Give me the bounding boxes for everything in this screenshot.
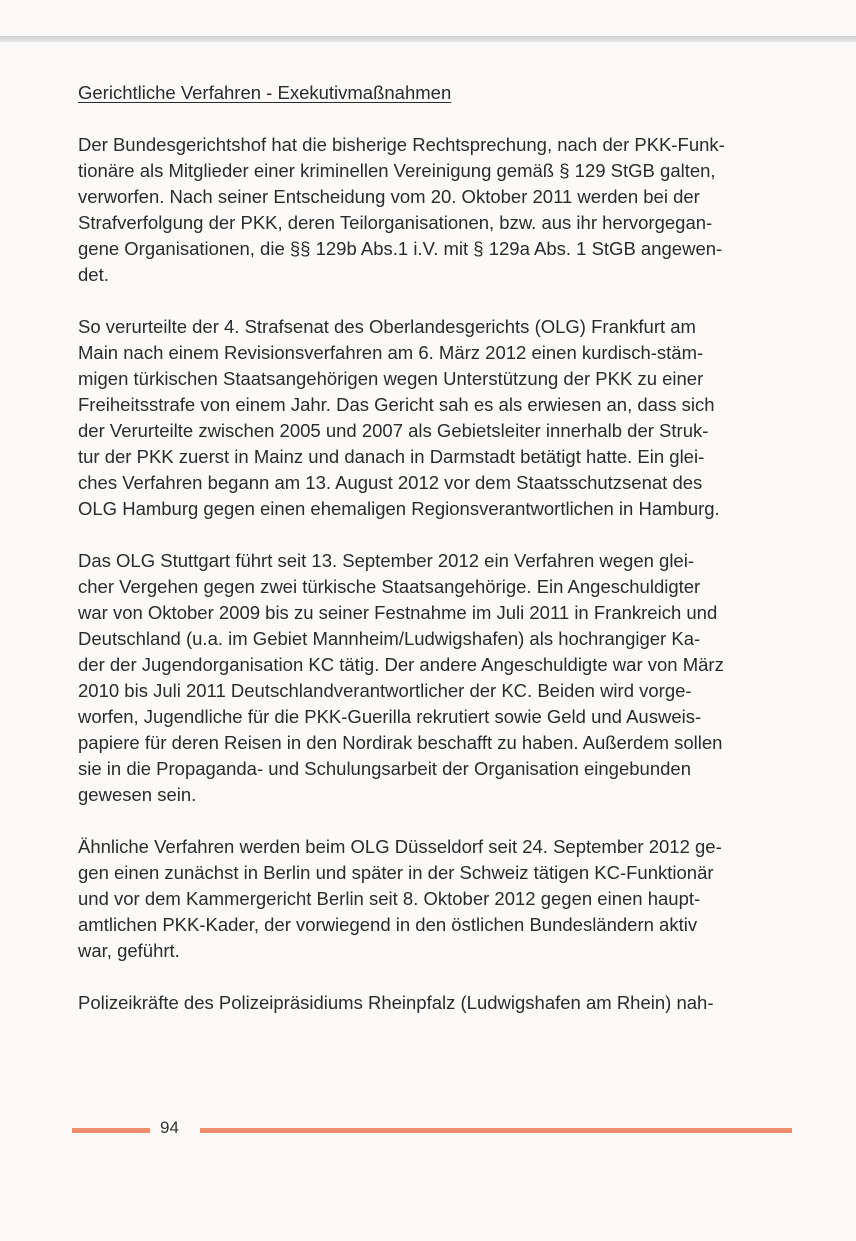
text-line: der Verurteilte zwischen 2005 und 2007 als Gebietsleiter innerhalb der Struk- bbox=[78, 420, 709, 441]
top-rule bbox=[0, 36, 856, 42]
paragraph bbox=[78, 132, 798, 288]
text-line: Deutschland (u.a. im Gebiet Mannheim/Ludwigshafen) als hochrangiger Ka- bbox=[78, 628, 701, 649]
text-line: Der Bundesgerichtshof hat die bisherige Rechtsprechung, nach der PKK-Funk- bbox=[78, 134, 725, 155]
text-line: Strafverfolgung der PKK, deren Teilorganisationen, bzw. aus ihr hervorgegan- bbox=[78, 212, 713, 233]
paragraph bbox=[78, 548, 798, 808]
paragraph bbox=[78, 314, 798, 522]
text-line: 2010 bis Juli 2011 Deutschlandverantwortlicher der KC. Beiden wird vorge- bbox=[78, 680, 692, 701]
paragraph-list bbox=[78, 132, 798, 1016]
text-line: tur der PKK zuerst in Mainz und danach in Darmstadt betätigt hatte. Ein glei- bbox=[78, 446, 705, 467]
footer-bar-left bbox=[72, 1128, 150, 1133]
section-heading: Gerichtliche Verfahren - Exekutivmaßnahmen bbox=[78, 82, 452, 103]
text-line: Ähnliche Verfahren werden beim OLG Düsseldorf seit 24. September 2012 ge- bbox=[78, 836, 722, 857]
paragraph bbox=[78, 834, 798, 964]
text-line: gewesen sein. bbox=[78, 784, 197, 805]
text-line: und vor dem Kammergericht Berlin seit 8. Oktober 2012 gegen einen haupt- bbox=[78, 888, 701, 909]
text-line: Das OLG Stuttgart führt seit 13. September 2012 ein Verfahren wegen glei- bbox=[78, 550, 694, 571]
text-line: Main nach einem Revisionsverfahren am 6. März 2012 einen kurdisch-stäm- bbox=[78, 342, 704, 363]
text-line: verworfen. Nach seiner Entscheidung vom 20. Oktober 2011 werden bei der bbox=[78, 186, 700, 207]
text-line: der der Jugendorganisation KC tätig. Der andere Angeschuldigte war von März bbox=[78, 654, 724, 675]
page-text bbox=[78, 80, 798, 1042]
text-line: Freiheitsstrafe von einem Jahr. Das Gericht sah es als erwiesen an, dass sich bbox=[78, 394, 715, 415]
text-line: war von Oktober 2009 bis zu seiner Festnahme im Juli 2011 in Frankreich und bbox=[78, 602, 718, 623]
text-line: migen türkischen Staatsangehörigen wegen Unterstützung der PKK zu einer bbox=[78, 368, 704, 389]
text-line: Polizeikräfte des Polizeipräsidiums Rheinpfalz (Ludwigshafen am Rhein) nah- bbox=[78, 992, 714, 1013]
text-line: worfen, Jugendliche für die PKK-Guerilla rekrutiert sowie Geld und Ausweis- bbox=[78, 706, 702, 727]
text-line: gene Organisationen, die §§ 129b Abs.1 i.V. mit § 129a Abs. 1 StGB angewen- bbox=[78, 238, 723, 259]
page-footer bbox=[0, 1108, 856, 1148]
text-line: sie in die Propaganda- und Schulungsarbeit der Organisation eingebunden bbox=[78, 758, 691, 779]
page-number: 94 bbox=[160, 1118, 179, 1137]
text-line: ches Verfahren begann am 13. August 2012 vor dem Staatsschutzsenat des bbox=[78, 472, 703, 493]
text-line: cher Vergehen gegen zwei türkische Staatsangehörige. Ein Angeschuldigter bbox=[78, 576, 701, 597]
footer-bar-right bbox=[200, 1128, 792, 1133]
text-line: tionäre als Mitglieder einer kriminellen Vereinigung gemäß § 129 StGB galten, bbox=[78, 160, 716, 181]
text-line: papiere für deren Reisen in den Nordirak beschafft zu haben. Außerdem sollen bbox=[78, 732, 723, 753]
text-line: det. bbox=[78, 264, 109, 285]
text-line: So verurteilte der 4. Strafsenat des Oberlandesgerichts (OLG) Frankfurt am bbox=[78, 316, 696, 337]
text-line: OLG Hamburg gegen einen ehemaligen Regionsverantwortlichen in Hamburg. bbox=[78, 498, 720, 519]
text-line: amtlichen PKK-Kader, der vorwiegend in den östlichen Bundesländern aktiv bbox=[78, 914, 698, 935]
text-line: gen einen zunächst in Berlin und später in der Schweiz tätigen KC-Funktionär bbox=[78, 862, 714, 883]
paragraph bbox=[78, 990, 798, 1016]
text-line: war, geführt. bbox=[78, 940, 180, 961]
